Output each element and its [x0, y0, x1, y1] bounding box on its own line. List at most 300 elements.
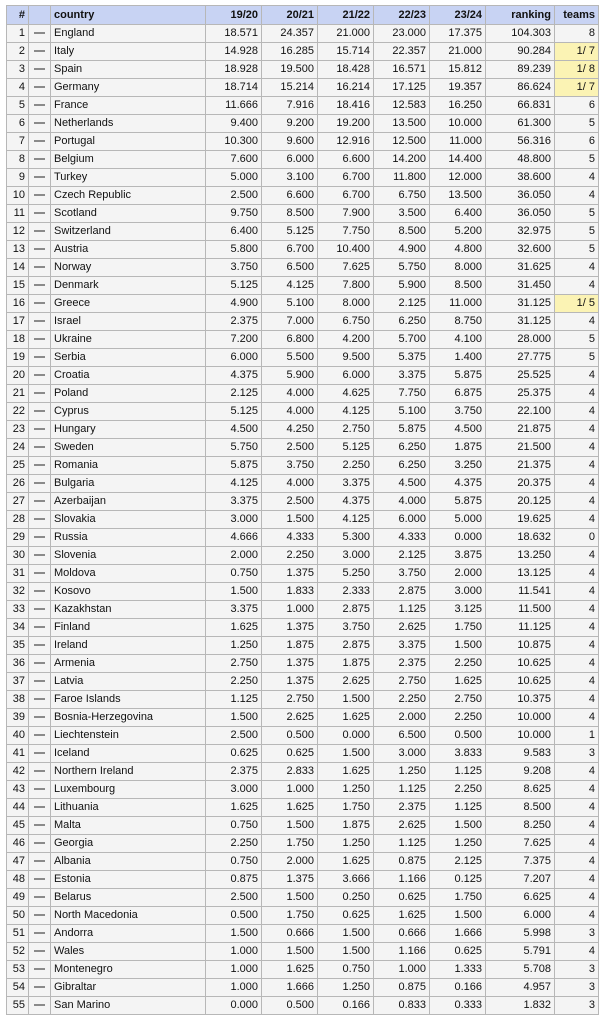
ranking-points-cell: 8.500	[486, 799, 555, 817]
rank-cell: 46	[7, 835, 29, 853]
flag-cell	[29, 709, 51, 727]
season-23-24-cell: 2.250	[430, 655, 486, 673]
column-header-season-19-20[interactable]: 19/20	[206, 6, 262, 25]
rank-cell: 34	[7, 619, 29, 637]
flag-cell	[29, 493, 51, 511]
flag-cell	[29, 799, 51, 817]
season-23-24-cell: 2.000	[430, 565, 486, 583]
table-row	[7, 997, 599, 1015]
country-cell[interactable]: Norway	[51, 259, 206, 277]
season-22-23-cell: 2.125	[374, 547, 430, 565]
country-cell[interactable]: England	[51, 25, 206, 43]
table-row	[7, 205, 599, 223]
teams-cell: 4	[555, 835, 599, 853]
season-22-23-cell: 12.583	[374, 97, 430, 115]
flag-cell	[29, 997, 51, 1015]
teams-cell: 4	[555, 565, 599, 583]
ranking-points-cell: 10.625	[486, 673, 555, 691]
rank-cell: 14	[7, 259, 29, 277]
flag-icon	[34, 932, 45, 934]
season-21-22-cell: 6.700	[318, 187, 374, 205]
table-row	[7, 763, 599, 781]
table-row	[7, 601, 599, 619]
country-cell[interactable]: Portugal	[51, 133, 206, 151]
table-row	[7, 241, 599, 259]
ranking-points-cell: 19.625	[486, 511, 555, 529]
rank-cell: 42	[7, 763, 29, 781]
ranking-points-cell: 61.300	[486, 115, 555, 133]
season-19-20-cell: 5.750	[206, 439, 262, 457]
season-19-20-cell: 1.625	[206, 619, 262, 637]
season-19-20-cell: 0.000	[206, 997, 262, 1015]
season-23-24-cell: 0.166	[430, 979, 486, 997]
table-row	[7, 367, 599, 385]
season-20-21-cell: 1.666	[262, 979, 318, 997]
country-cell[interactable]: Kazakhstan	[51, 601, 206, 619]
season-22-23-cell: 2.125	[374, 295, 430, 313]
country-cell[interactable]: Montenegro	[51, 961, 206, 979]
country-cell[interactable]: Andorra	[51, 925, 206, 943]
column-header-season-21-22[interactable]: 21/22	[318, 6, 374, 25]
teams-cell: 4	[555, 673, 599, 691]
country-cell[interactable]: Northern Ireland	[51, 763, 206, 781]
season-22-23-cell: 4.900	[374, 241, 430, 259]
country-cell[interactable]: Serbia	[51, 349, 206, 367]
season-19-20-cell: 5.800	[206, 241, 262, 259]
country-cell[interactable]: Czech Republic	[51, 187, 206, 205]
season-20-21-cell: 16.285	[262, 43, 318, 61]
table-row	[7, 187, 599, 205]
season-19-20-cell: 18.714	[206, 79, 262, 97]
season-21-22-cell: 1.250	[318, 835, 374, 853]
flag-icon	[34, 734, 45, 736]
flag-cell	[29, 817, 51, 835]
country-cell[interactable]: San Marino	[51, 997, 206, 1015]
season-23-24-cell: 3.750	[430, 403, 486, 421]
season-19-20-cell: 4.666	[206, 529, 262, 547]
country-cell[interactable]: Israel	[51, 313, 206, 331]
country-cell[interactable]: Albania	[51, 853, 206, 871]
flag-cell	[29, 853, 51, 871]
flag-cell	[29, 385, 51, 403]
season-21-22-cell: 10.400	[318, 241, 374, 259]
season-23-24-cell: 6.400	[430, 205, 486, 223]
season-23-24-cell: 1.400	[430, 349, 486, 367]
flag-icon	[34, 680, 45, 682]
ranking-points-cell: 56.316	[486, 133, 555, 151]
flag-icon	[34, 302, 45, 304]
country-cell[interactable]: Austria	[51, 241, 206, 259]
table-row	[7, 457, 599, 475]
country-cell[interactable]: Croatia	[51, 367, 206, 385]
flag-icon	[34, 158, 45, 160]
flag-icon	[34, 968, 45, 970]
season-20-21-cell: 0.666	[262, 925, 318, 943]
table-row	[7, 133, 599, 151]
season-19-20-cell: 1.125	[206, 691, 262, 709]
season-23-24-cell: 6.875	[430, 385, 486, 403]
flag-cell	[29, 889, 51, 907]
ranking-points-cell: 4.957	[486, 979, 555, 997]
country-cell[interactable]: Sweden	[51, 439, 206, 457]
season-19-20-cell: 2.000	[206, 547, 262, 565]
season-22-23-cell: 1.125	[374, 835, 430, 853]
ranking-points-cell: 9.208	[486, 763, 555, 781]
column-header-season-22-23[interactable]: 22/23	[374, 6, 430, 25]
ranking-points-cell: 28.000	[486, 331, 555, 349]
season-20-21-cell: 0.625	[262, 745, 318, 763]
rank-cell: 33	[7, 601, 29, 619]
season-20-21-cell: 1.375	[262, 655, 318, 673]
season-19-20-cell: 0.875	[206, 871, 262, 889]
season-19-20-cell: 2.750	[206, 655, 262, 673]
flag-cell	[29, 223, 51, 241]
country-cell[interactable]: Gibraltar	[51, 979, 206, 997]
country-cell[interactable]: Scotland	[51, 205, 206, 223]
season-19-20-cell: 2.500	[206, 727, 262, 745]
flag-icon	[34, 518, 45, 520]
table-row	[7, 709, 599, 727]
teams-cell: 5	[555, 331, 599, 349]
season-21-22-cell: 8.000	[318, 295, 374, 313]
ranking-points-cell: 25.375	[486, 385, 555, 403]
season-20-21-cell: 1.875	[262, 637, 318, 655]
season-19-20-cell: 5.125	[206, 277, 262, 295]
season-21-22-cell: 1.750	[318, 799, 374, 817]
country-cell[interactable]: Denmark	[51, 277, 206, 295]
table-row	[7, 151, 599, 169]
season-19-20-cell: 4.500	[206, 421, 262, 439]
country-cell[interactable]: Belgium	[51, 151, 206, 169]
rank-cell: 5	[7, 97, 29, 115]
season-20-21-cell: 4.125	[262, 277, 318, 295]
season-19-20-cell: 1.625	[206, 799, 262, 817]
country-cell[interactable]: Netherlands	[51, 115, 206, 133]
table-row	[7, 583, 599, 601]
season-21-22-cell: 1.500	[318, 745, 374, 763]
rank-cell: 2	[7, 43, 29, 61]
country-cell[interactable]: Bulgaria	[51, 475, 206, 493]
season-22-23-cell: 8.500	[374, 223, 430, 241]
ranking-points-cell: 10.875	[486, 637, 555, 655]
season-22-23-cell: 4.333	[374, 529, 430, 547]
season-23-24-cell: 1.875	[430, 439, 486, 457]
ranking-points-cell: 10.375	[486, 691, 555, 709]
table-row	[7, 961, 599, 979]
season-23-24-cell: 5.000	[430, 511, 486, 529]
ranking-points-cell: 32.600	[486, 241, 555, 259]
season-21-22-cell: 3.750	[318, 619, 374, 637]
country-cell[interactable]: Turkey	[51, 169, 206, 187]
season-20-21-cell: 6.700	[262, 241, 318, 259]
season-20-21-cell: 1.500	[262, 889, 318, 907]
season-23-24-cell: 4.800	[430, 241, 486, 259]
country-cell[interactable]: Latvia	[51, 673, 206, 691]
country-cell[interactable]: Estonia	[51, 871, 206, 889]
teams-cell: 4	[555, 871, 599, 889]
column-header-rank[interactable]: #	[7, 6, 29, 25]
column-header-flag	[29, 6, 51, 25]
flag-icon	[34, 86, 45, 88]
rank-cell: 45	[7, 817, 29, 835]
season-21-22-cell: 12.916	[318, 133, 374, 151]
country-cell[interactable]: Slovakia	[51, 511, 206, 529]
rank-cell: 18	[7, 331, 29, 349]
flag-cell	[29, 619, 51, 637]
season-22-23-cell: 7.750	[374, 385, 430, 403]
rank-cell: 3	[7, 61, 29, 79]
season-20-21-cell: 8.500	[262, 205, 318, 223]
country-cell[interactable]: France	[51, 97, 206, 115]
ranking-points-cell: 20.375	[486, 475, 555, 493]
season-20-21-cell: 1.625	[262, 961, 318, 979]
season-19-20-cell: 2.250	[206, 673, 262, 691]
season-23-24-cell: 3.875	[430, 547, 486, 565]
season-20-21-cell: 2.000	[262, 853, 318, 871]
flag-icon	[34, 176, 45, 178]
flag-cell	[29, 97, 51, 115]
country-cell[interactable]: Liechtenstein	[51, 727, 206, 745]
teams-cell: 4	[555, 943, 599, 961]
table-row	[7, 637, 599, 655]
ranking-points-cell: 13.250	[486, 547, 555, 565]
season-19-20-cell: 3.750	[206, 259, 262, 277]
country-cell[interactable]: Lithuania	[51, 799, 206, 817]
season-21-22-cell: 1.250	[318, 781, 374, 799]
season-22-23-cell: 4.000	[374, 493, 430, 511]
season-19-20-cell: 7.200	[206, 331, 262, 349]
season-22-23-cell: 3.500	[374, 205, 430, 223]
season-23-24-cell: 1.500	[430, 817, 486, 835]
season-21-22-cell: 1.625	[318, 709, 374, 727]
country-cell[interactable]: Switzerland	[51, 223, 206, 241]
season-20-21-cell: 3.750	[262, 457, 318, 475]
season-19-20-cell: 2.375	[206, 763, 262, 781]
season-23-24-cell: 1.125	[430, 763, 486, 781]
ranking-points-cell: 7.625	[486, 835, 555, 853]
flag-cell	[29, 835, 51, 853]
season-21-22-cell: 16.214	[318, 79, 374, 97]
season-20-21-cell: 9.200	[262, 115, 318, 133]
season-21-22-cell: 1.625	[318, 763, 374, 781]
season-22-23-cell: 2.750	[374, 673, 430, 691]
rank-cell: 17	[7, 313, 29, 331]
country-cell[interactable]: Finland	[51, 619, 206, 637]
country-cell[interactable]: Belarus	[51, 889, 206, 907]
season-23-24-cell: 2.250	[430, 781, 486, 799]
column-header-teams[interactable]: teams	[555, 6, 599, 25]
country-cell[interactable]: Greece	[51, 295, 206, 313]
flag-icon	[34, 878, 45, 880]
country-cell[interactable]: Ukraine	[51, 331, 206, 349]
flag-cell	[29, 475, 51, 493]
season-20-21-cell: 1.500	[262, 817, 318, 835]
season-20-21-cell: 2.833	[262, 763, 318, 781]
country-cell[interactable]: Armenia	[51, 655, 206, 673]
season-22-23-cell: 17.125	[374, 79, 430, 97]
table-row	[7, 727, 599, 745]
ranking-points-cell: 8.625	[486, 781, 555, 799]
ranking-points-cell: 1.832	[486, 997, 555, 1015]
teams-cell: 4	[555, 403, 599, 421]
season-20-21-cell: 1.000	[262, 781, 318, 799]
country-cell[interactable]: Spain	[51, 61, 206, 79]
season-22-23-cell: 6.000	[374, 511, 430, 529]
country-cell[interactable]: Russia	[51, 529, 206, 547]
season-21-22-cell: 7.900	[318, 205, 374, 223]
season-23-24-cell: 0.125	[430, 871, 486, 889]
season-22-23-cell: 1.166	[374, 943, 430, 961]
season-23-24-cell: 19.357	[430, 79, 486, 97]
flag-cell	[29, 277, 51, 295]
country-cell[interactable]: Ireland	[51, 637, 206, 655]
teams-cell: 4	[555, 691, 599, 709]
country-cell[interactable]: Malta	[51, 817, 206, 835]
season-19-20-cell: 1.500	[206, 583, 262, 601]
teams-cell: 4	[555, 277, 599, 295]
ranking-points-cell: 7.375	[486, 853, 555, 871]
column-header-country[interactable]: country	[51, 6, 206, 25]
season-23-24-cell: 1.333	[430, 961, 486, 979]
teams-cell: 4	[555, 601, 599, 619]
teams-cell: 4	[555, 259, 599, 277]
country-cell[interactable]: Faroe Islands	[51, 691, 206, 709]
season-19-20-cell: 4.900	[206, 295, 262, 313]
season-22-23-cell: 6.500	[374, 727, 430, 745]
ranking-points-cell: 5.998	[486, 925, 555, 943]
season-20-21-cell: 4.000	[262, 403, 318, 421]
country-cell[interactable]: Cyprus	[51, 403, 206, 421]
season-22-23-cell: 1.125	[374, 601, 430, 619]
ranking-points-cell: 21.875	[486, 421, 555, 439]
flag-icon	[34, 914, 45, 916]
country-cell[interactable]: Wales	[51, 943, 206, 961]
ranking-points-cell: 36.050	[486, 205, 555, 223]
season-20-21-cell: 0.500	[262, 997, 318, 1015]
season-22-23-cell: 4.500	[374, 475, 430, 493]
rank-cell: 29	[7, 529, 29, 547]
season-22-23-cell: 1.125	[374, 781, 430, 799]
country-cell[interactable]: Poland	[51, 385, 206, 403]
season-20-21-cell: 1.750	[262, 835, 318, 853]
season-21-22-cell: 1.875	[318, 655, 374, 673]
season-19-20-cell: 2.500	[206, 889, 262, 907]
column-header-season-20-21[interactable]: 20/21	[262, 6, 318, 25]
table-row	[7, 781, 599, 799]
teams-cell: 4	[555, 493, 599, 511]
country-cell[interactable]: Germany	[51, 79, 206, 97]
rank-cell: 20	[7, 367, 29, 385]
column-header-season-23-24[interactable]: 23/24	[430, 6, 486, 25]
ranking-points-cell: 31.625	[486, 259, 555, 277]
country-cell[interactable]: Azerbaijan	[51, 493, 206, 511]
season-21-22-cell: 0.250	[318, 889, 374, 907]
flag-icon	[34, 356, 45, 358]
country-cell[interactable]: North Macedonia	[51, 907, 206, 925]
column-header-ranking[interactable]: ranking	[486, 6, 555, 25]
flag-icon	[34, 32, 45, 34]
teams-cell: 0	[555, 529, 599, 547]
season-21-22-cell: 2.333	[318, 583, 374, 601]
season-20-21-cell: 7.000	[262, 313, 318, 331]
season-20-21-cell: 4.000	[262, 385, 318, 403]
country-cell[interactable]: Bosnia-Herzegovina	[51, 709, 206, 727]
table-row	[7, 475, 599, 493]
season-21-22-cell: 2.250	[318, 457, 374, 475]
flag-icon	[34, 266, 45, 268]
teams-cell: 3	[555, 745, 599, 763]
season-19-20-cell: 0.750	[206, 565, 262, 583]
flag-icon	[34, 662, 45, 664]
season-22-23-cell: 6.750	[374, 187, 430, 205]
table-row	[7, 817, 599, 835]
season-19-20-cell: 1.000	[206, 979, 262, 997]
season-19-20-cell: 1.500	[206, 709, 262, 727]
teams-cell: 5	[555, 223, 599, 241]
season-21-22-cell: 0.000	[318, 727, 374, 745]
table-row	[7, 115, 599, 133]
country-cell[interactable]: Kosovo	[51, 583, 206, 601]
ranking-points-cell: 5.708	[486, 961, 555, 979]
country-cell[interactable]: Moldova	[51, 565, 206, 583]
teams-cell: 4	[555, 637, 599, 655]
season-23-24-cell: 1.500	[430, 907, 486, 925]
rank-cell: 50	[7, 907, 29, 925]
flag-cell	[29, 115, 51, 133]
flag-cell	[29, 79, 51, 97]
table-row	[7, 565, 599, 583]
flag-icon	[34, 464, 45, 466]
flag-cell	[29, 925, 51, 943]
country-cell[interactable]: Slovenia	[51, 547, 206, 565]
flag-cell	[29, 403, 51, 421]
country-cell[interactable]: Iceland	[51, 745, 206, 763]
ranking-points-cell: 6.625	[486, 889, 555, 907]
table-row	[7, 799, 599, 817]
country-cell[interactable]: Georgia	[51, 835, 206, 853]
flag-cell	[29, 601, 51, 619]
teams-cell: 3	[555, 925, 599, 943]
season-21-22-cell: 2.875	[318, 637, 374, 655]
season-22-23-cell: 22.357	[374, 43, 430, 61]
rank-cell: 37	[7, 673, 29, 691]
season-19-20-cell: 9.400	[206, 115, 262, 133]
flag-icon	[34, 536, 45, 538]
season-20-21-cell: 1.625	[262, 799, 318, 817]
rank-cell: 21	[7, 385, 29, 403]
ranking-points-cell: 6.000	[486, 907, 555, 925]
season-19-20-cell: 14.928	[206, 43, 262, 61]
flag-icon	[34, 338, 45, 340]
ranking-points-cell: 11.541	[486, 583, 555, 601]
table-row	[7, 529, 599, 547]
season-23-24-cell: 5.875	[430, 493, 486, 511]
flag-cell	[29, 961, 51, 979]
rank-cell: 49	[7, 889, 29, 907]
flag-icon	[34, 896, 45, 898]
season-21-22-cell: 0.625	[318, 907, 374, 925]
table-row	[7, 673, 599, 691]
season-21-22-cell: 4.200	[318, 331, 374, 349]
teams-cell: 3	[555, 997, 599, 1015]
season-19-20-cell: 3.375	[206, 493, 262, 511]
country-cell[interactable]: Hungary	[51, 421, 206, 439]
country-cell[interactable]: Romania	[51, 457, 206, 475]
season-21-22-cell: 2.875	[318, 601, 374, 619]
country-cell[interactable]: Italy	[51, 43, 206, 61]
country-cell[interactable]: Luxembourg	[51, 781, 206, 799]
rank-cell: 41	[7, 745, 29, 763]
